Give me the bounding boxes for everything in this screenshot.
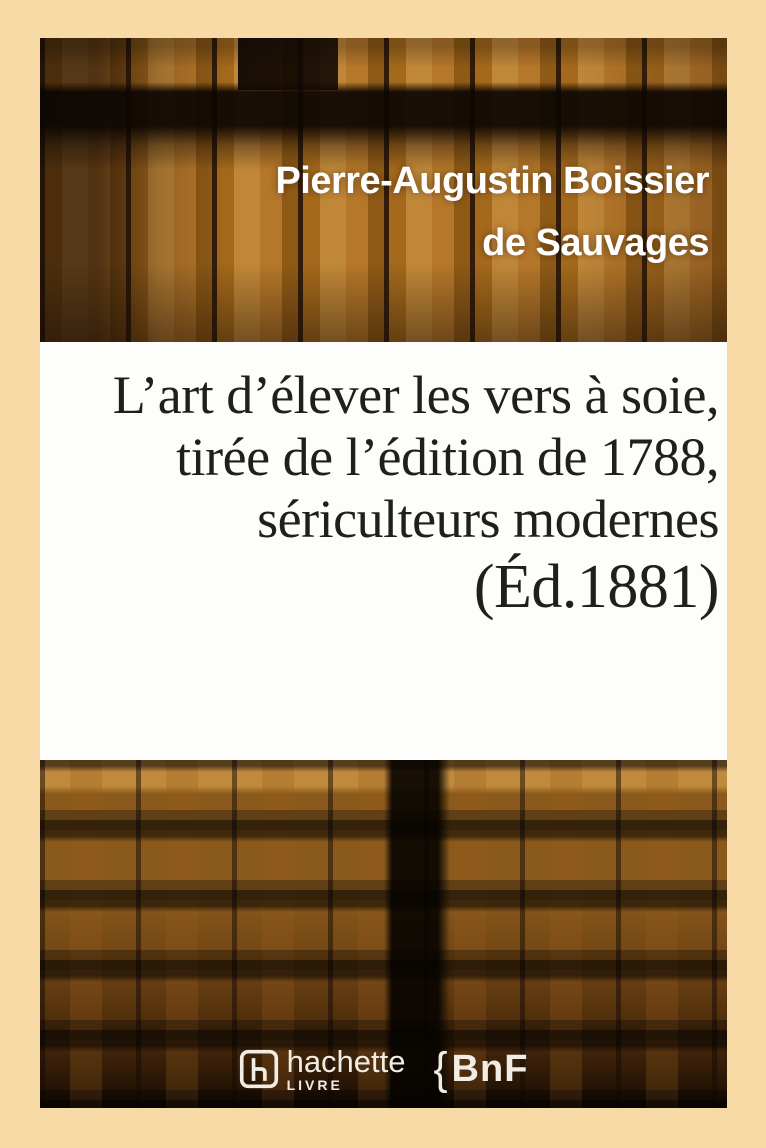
hachette-livre-label: LIVRE <box>286 1077 343 1093</box>
title-line-2: tirée de l’édition de 1788, <box>176 427 719 487</box>
bookshelf-photo-top <box>40 38 727 342</box>
edition-year: (Éd.1881) <box>473 553 719 621</box>
title-line-3: sériculteurs modernes <box>257 489 719 549</box>
bookshelf-photo-bottom <box>40 760 727 1108</box>
title-line-1: L’art d’élever les vers à soie, <box>112 365 719 425</box>
hachette-name: hachette <box>286 1044 406 1079</box>
title-band <box>40 342 727 760</box>
author-name-line-2: de Sauvages <box>482 222 709 264</box>
bnf-brace-glyph: { <box>433 1043 448 1094</box>
author-name-line-1: Pierre-Augustin Boissier <box>275 160 709 202</box>
publisher-logos <box>40 1043 727 1094</box>
hachette-wordmark <box>287 1046 406 1092</box>
hachette-livre-logo <box>239 1046 406 1092</box>
bnf-letters: BnF <box>451 1047 529 1090</box>
book-title <box>113 364 719 624</box>
author-name <box>275 150 709 274</box>
bnf-logo <box>434 1045 529 1093</box>
hachette-logo-icon <box>239 1049 279 1089</box>
